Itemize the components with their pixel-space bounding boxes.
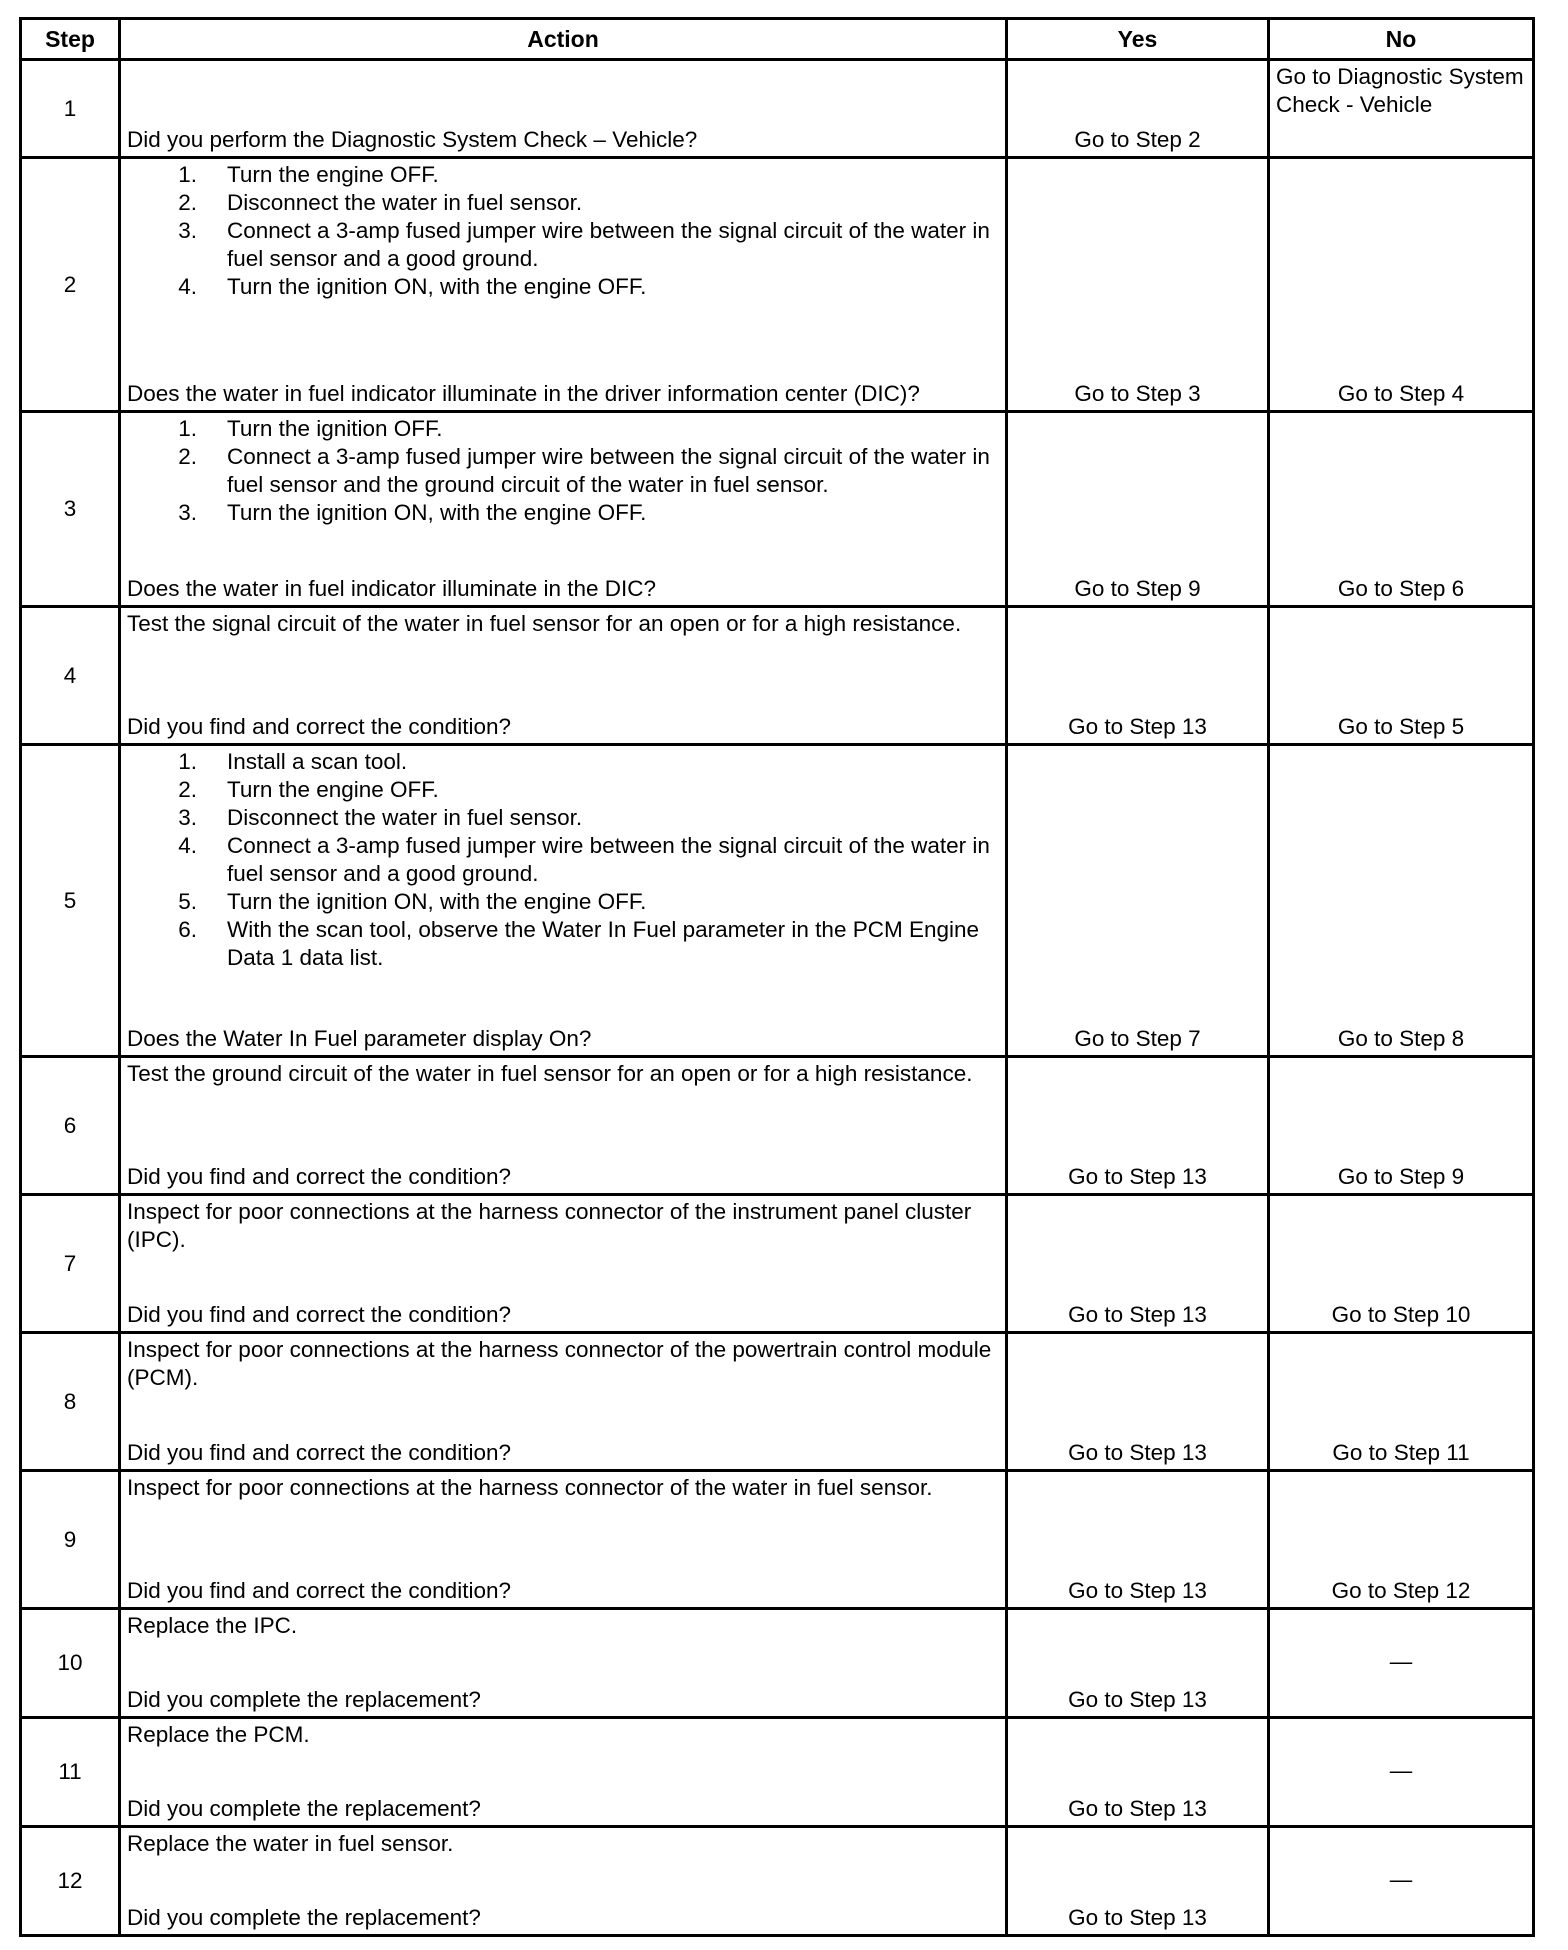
action-cell <box>120 158 1007 412</box>
action-text: Test the signal circuit of the water in fuel sensor for an open or for a high resistance. <box>127 611 962 636</box>
step-number: 8 <box>21 1333 120 1471</box>
action-question: Did you complete the replacement? <box>127 1796 481 1821</box>
action-text: Inspect for poor connections at the harness connector of the powertrain control module (PCM). <box>127 1337 992 1390</box>
action-body <box>127 1721 999 1749</box>
yes-result: Go to Step 2 <box>1007 60 1269 158</box>
no-result: Go to Diagnostic System Check - Vehicle <box>1269 60 1534 158</box>
list-item-text: Install a scan tool. <box>227 749 408 774</box>
table-row <box>21 60 1534 158</box>
list-item-text: Connect a 3-amp fused jumper wire between the signal circuit of the water in fuel sensor and a good ground. <box>227 218 990 271</box>
list-item <box>127 916 999 972</box>
action-question: Did you find and correct the condition? <box>127 1440 511 1465</box>
action-text: Replace the PCM. <box>127 1722 310 1747</box>
action-cell <box>120 1718 1007 1827</box>
yes-result: Go to Step 13 <box>1007 1057 1269 1195</box>
step-number: 7 <box>21 1195 120 1333</box>
action-question: Did you find and correct the condition? <box>127 1302 511 1327</box>
list-item <box>127 776 999 804</box>
list-item <box>127 748 999 776</box>
list-item <box>127 443 999 499</box>
action-body <box>127 610 999 638</box>
action-question: Did you perform the Diagnostic System Check – Vehicle? <box>127 127 698 152</box>
action-text: Test the ground circuit of the water in fuel sensor for an open or for a high resistance. <box>127 1061 973 1086</box>
action-cell <box>120 745 1007 1057</box>
table-row <box>21 1718 1534 1827</box>
no-result: — <box>1269 1609 1534 1718</box>
header-action: Action <box>120 19 1007 60</box>
list-item-number: 5. <box>178 889 197 914</box>
yes-result: Go to Step 9 <box>1007 412 1269 607</box>
table-row <box>21 1827 1534 1936</box>
table-row <box>21 1333 1534 1471</box>
action-body <box>127 1830 999 1858</box>
list-item-number: 3. <box>178 218 197 243</box>
table-row <box>21 745 1534 1057</box>
action-steps-list <box>127 415 999 527</box>
action-cell <box>120 607 1007 745</box>
action-body <box>127 161 999 301</box>
action-body <box>127 748 999 972</box>
list-item <box>127 499 999 527</box>
action-question: Did you complete the replacement? <box>127 1905 481 1930</box>
yes-result: Go to Step 13 <box>1007 607 1269 745</box>
list-item-text: Turn the ignition ON, with the engine OFF. <box>227 274 647 299</box>
action-steps-list <box>127 161 999 301</box>
list-item-number: 3. <box>178 500 197 525</box>
action-body <box>127 1612 999 1640</box>
action-question: Does the water in fuel indicator illuminate in the DIC? <box>127 576 657 601</box>
list-item-text: Turn the ignition OFF. <box>227 416 443 441</box>
yes-result: Go to Step 13 <box>1007 1827 1269 1936</box>
yes-result: Go to Step 13 <box>1007 1195 1269 1333</box>
step-number: 10 <box>21 1609 120 1718</box>
list-item <box>127 273 999 301</box>
list-item-number: 6. <box>178 917 197 942</box>
list-item-number: 4. <box>178 833 197 858</box>
diagnostic-table <box>19 17 1535 1937</box>
no-result: Go to Step 5 <box>1269 607 1534 745</box>
action-question: Does the Water In Fuel parameter display On? <box>127 1026 592 1051</box>
no-result: — <box>1269 1827 1534 1936</box>
action-text: Replace the water in fuel sensor. <box>127 1831 454 1856</box>
list-item-text: With the scan tool, observe the Water In Fuel parameter in the PCM Engine Data 1 data list. <box>227 917 980 970</box>
action-body <box>127 1336 999 1392</box>
yes-result: Go to Step 13 <box>1007 1333 1269 1471</box>
list-item-text: Disconnect the water in fuel sensor. <box>227 805 583 830</box>
header-row <box>21 19 1534 60</box>
action-question: Did you find and correct the condition? <box>127 1164 511 1189</box>
yes-result: Go to Step 3 <box>1007 158 1269 412</box>
list-item-number: 4. <box>178 274 197 299</box>
action-question: Did you find and correct the condition? <box>127 714 511 739</box>
no-result: Go to Step 4 <box>1269 158 1534 412</box>
action-cell <box>120 1057 1007 1195</box>
list-item <box>127 161 999 189</box>
list-item-number: 2. <box>178 190 197 215</box>
table-row <box>21 1195 1534 1333</box>
list-item-number: 2. <box>178 777 197 802</box>
list-item-text: Turn the engine OFF. <box>227 777 439 802</box>
action-text: Inspect for poor connections at the harness connector of the instrument panel cluster (IPC). <box>127 1199 972 1252</box>
header-no: No <box>1269 19 1534 60</box>
list-item-number: 2. <box>178 444 197 469</box>
header-step: Step <box>21 19 120 60</box>
no-result: Go to Step 8 <box>1269 745 1534 1057</box>
list-item <box>127 832 999 888</box>
list-item-text: Connect a 3-amp fused jumper wire between the signal circuit of the water in fuel sensor and a good ground. <box>227 833 990 886</box>
action-body <box>127 415 999 527</box>
action-cell <box>120 412 1007 607</box>
table-row <box>21 1057 1534 1195</box>
yes-result: Go to Step 7 <box>1007 745 1269 1057</box>
list-item-number: 1. <box>178 749 197 774</box>
no-result: — <box>1269 1718 1534 1827</box>
step-number: 9 <box>21 1471 120 1609</box>
step-number: 2 <box>21 158 120 412</box>
action-question: Does the water in fuel indicator illuminate in the driver information center (DIC)? <box>127 381 920 406</box>
step-number: 11 <box>21 1718 120 1827</box>
step-number: 12 <box>21 1827 120 1936</box>
table-row <box>21 607 1534 745</box>
list-item-number: 1. <box>178 162 197 187</box>
action-cell <box>120 1195 1007 1333</box>
table-row <box>21 158 1534 412</box>
list-item-number: 1. <box>178 416 197 441</box>
table-row <box>21 412 1534 607</box>
list-item-text: Connect a 3-amp fused jumper wire between the signal circuit of the water in fuel sensor and the ground circuit of the water in fuel sensor. <box>227 444 990 497</box>
step-number: 1 <box>21 60 120 158</box>
list-item <box>127 888 999 916</box>
action-cell <box>120 1827 1007 1936</box>
step-number: 3 <box>21 412 120 607</box>
action-cell <box>120 1609 1007 1718</box>
list-item-text: Disconnect the water in fuel sensor. <box>227 190 583 215</box>
list-item <box>127 189 999 217</box>
no-result: Go to Step 9 <box>1269 1057 1534 1195</box>
action-cell <box>120 1471 1007 1609</box>
yes-result: Go to Step 13 <box>1007 1471 1269 1609</box>
action-steps-list <box>127 748 999 972</box>
list-item-text: Turn the ignition ON, with the engine OFF. <box>227 889 647 914</box>
table-body <box>21 60 1534 1936</box>
step-number: 6 <box>21 1057 120 1195</box>
step-number: 4 <box>21 607 120 745</box>
step-number: 5 <box>21 745 120 1057</box>
action-question: Did you find and correct the condition? <box>127 1578 511 1603</box>
yes-result: Go to Step 13 <box>1007 1609 1269 1718</box>
action-text: Inspect for poor connections at the harness connector of the water in fuel sensor. <box>127 1475 933 1500</box>
yes-result: Go to Step 13 <box>1007 1718 1269 1827</box>
no-result: Go to Step 11 <box>1269 1333 1534 1471</box>
list-item-number: 3. <box>178 805 197 830</box>
no-result: Go to Step 6 <box>1269 412 1534 607</box>
no-result: Go to Step 12 <box>1269 1471 1534 1609</box>
action-question: Did you complete the replacement? <box>127 1687 481 1712</box>
action-cell <box>120 60 1007 158</box>
list-item <box>127 415 999 443</box>
list-item <box>127 217 999 273</box>
no-result: Go to Step 10 <box>1269 1195 1534 1333</box>
header-yes: Yes <box>1007 19 1269 60</box>
action-cell <box>120 1333 1007 1471</box>
table-row <box>21 1609 1534 1718</box>
action-body <box>127 1474 999 1502</box>
table-row <box>21 1471 1534 1609</box>
list-item-text: Turn the ignition ON, with the engine OFF. <box>227 500 647 525</box>
list-item-text: Turn the engine OFF. <box>227 162 439 187</box>
action-text: Replace the IPC. <box>127 1613 298 1638</box>
action-body <box>127 1060 999 1088</box>
list-item <box>127 804 999 832</box>
action-body <box>127 1198 999 1254</box>
